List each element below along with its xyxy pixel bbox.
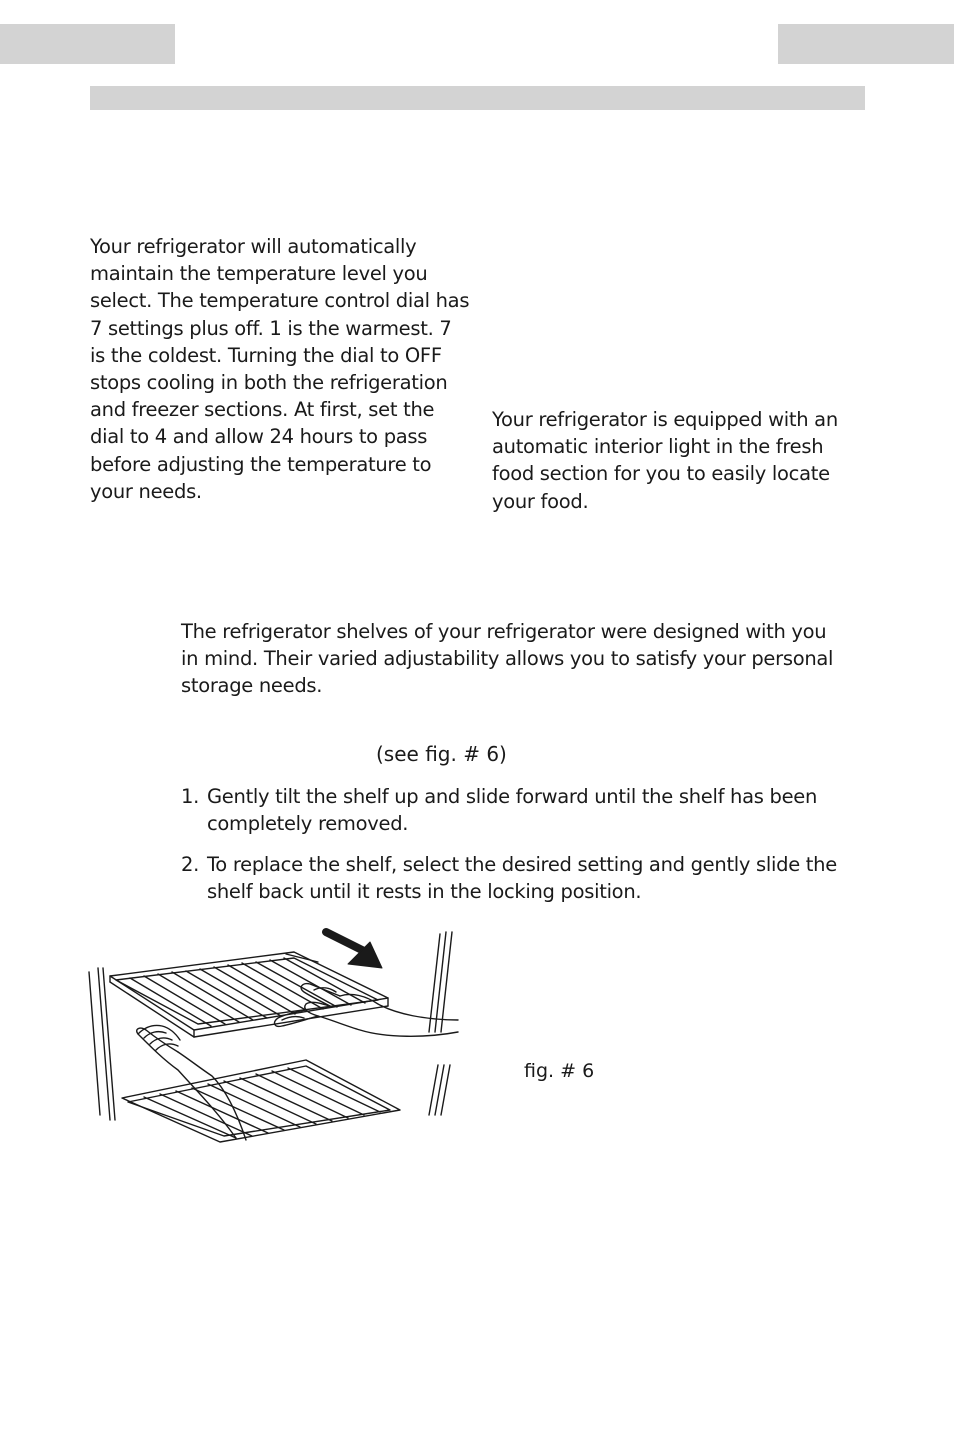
interior-light-paragraph: Your refrigerator is equipped with an automatic interior light in the fresh food section for you to easily locate your food. [492,408,838,513]
see-figure-reference: (see fig. # 6) [376,742,507,766]
section-header-bar [90,86,865,110]
step-number: 2. [181,853,200,876]
shelves-paragraph: The refrigerator shelves of your refrigerator were designed with you in mind. Their varied adjustability allows you to satisfy your personal storage needs. [181,620,834,698]
shelf-removal-illustration [86,920,466,1150]
header-tab-left [0,24,175,64]
header-tab-right [778,24,954,64]
temperature-control-paragraph: Your refrigerator will automatically maintain the temperature level you select. The temperature control dial has 7 settings plus off. 1 is the warmest. 7 is the coldest. Turning the dial to OFF stops cooling in both the refrigeration and freezer sections. At first, set the dial to 4 and allow 24 hours to pass before adjusting the temperature to your needs. [90,235,470,503]
step-item [181,783,841,837]
step-number: 1. [181,785,200,808]
step-text: Gently tilt the shelf up and slide forward until the shelf has been completely removed. [207,785,818,835]
figure-caption: fig. # 6 [524,1060,595,1082]
step-item [181,851,841,905]
step-text: To replace the shelf, select the desired setting and gently slide the shelf back until it rests in the locking position. [207,853,837,903]
